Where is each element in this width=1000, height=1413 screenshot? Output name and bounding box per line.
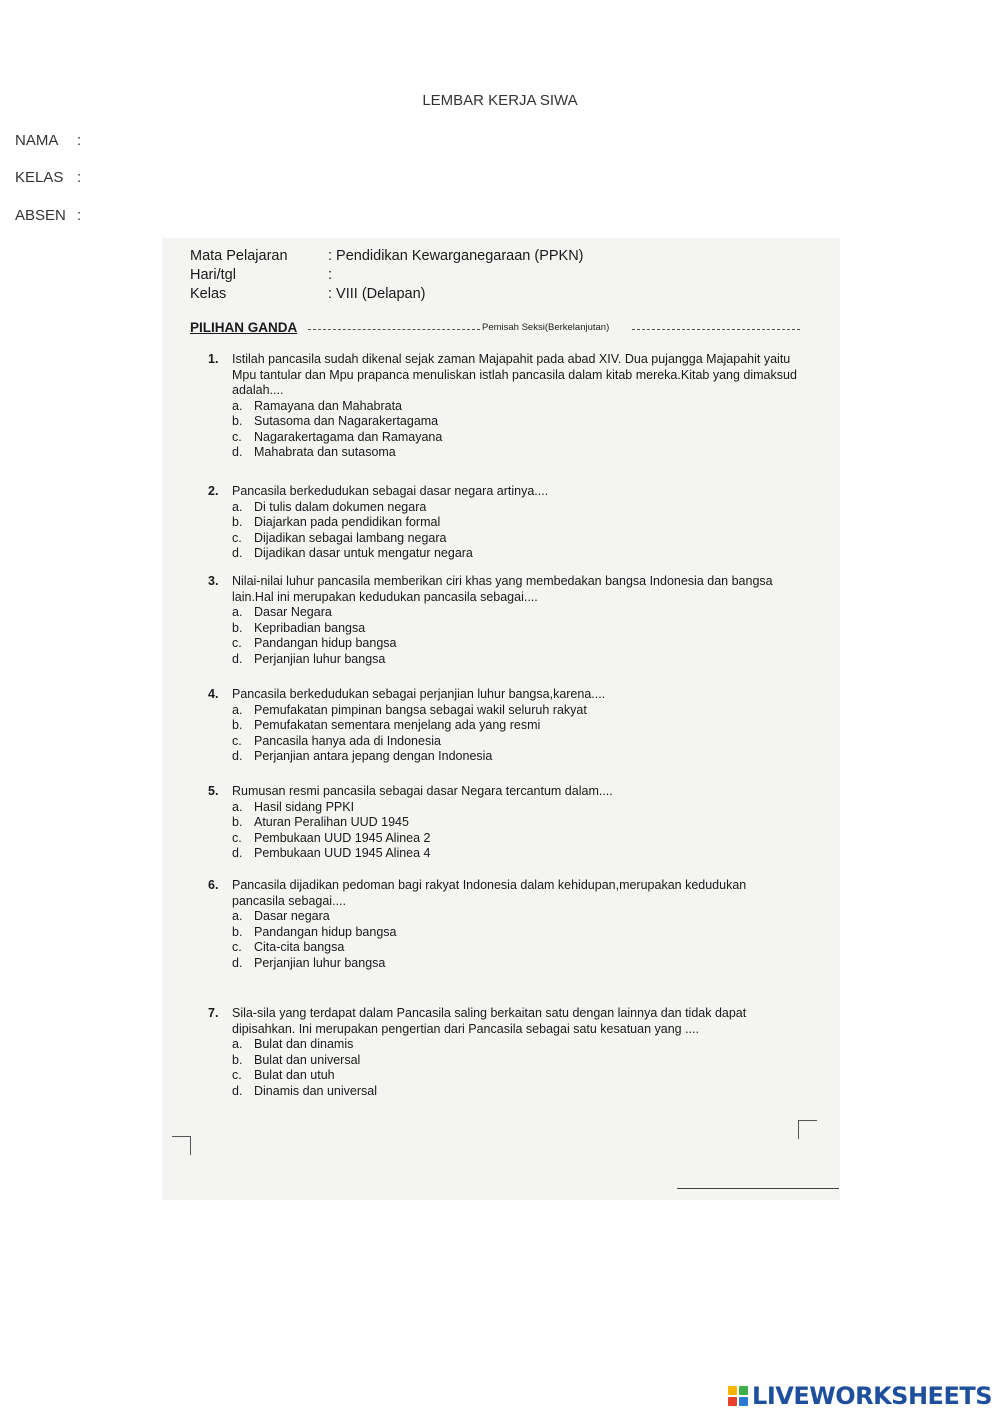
option-letter: a. (232, 499, 243, 514)
question-text: Pancasila dijadikan pedoman bagi rakyat Indonesia dalam kehidupan,merupakan kedudukan pancasila sebagai.... (232, 878, 747, 908)
answer-option[interactable] (232, 1084, 798, 1100)
question-item (208, 574, 798, 667)
class-field (15, 168, 391, 187)
answer-option[interactable] (232, 1037, 798, 1053)
answer-option[interactable] (232, 605, 798, 621)
answer-option[interactable] (232, 500, 798, 516)
answer-option[interactable] (232, 546, 798, 562)
question-item (208, 878, 798, 971)
option-text: Mahabrata dan sutasoma (254, 445, 396, 459)
option-text: Dasar negara (254, 909, 330, 923)
option-letter: d. (232, 846, 243, 860)
page-title: LEMBAR KERJA SIWA (422, 92, 578, 109)
option-text: Dijadikan sebagai lambang negara (254, 530, 447, 545)
question-text: Nilai-nilai luhur pancasila memberikan ciri khas yang membedakan bangsa Indonesia dan bangsa lain.Hal ini merupakan kedudukan pancasila sebagai.... (232, 574, 773, 604)
option-text: Sutasoma dan Nagarakertagama (254, 414, 439, 428)
option-letter: c. (232, 940, 242, 954)
answer-option[interactable] (232, 652, 798, 668)
option-letter: d. (232, 749, 243, 763)
meta-value: : (328, 267, 333, 283)
logo-square (728, 1386, 737, 1395)
section-header (190, 320, 802, 335)
logo-square (728, 1397, 737, 1406)
answer-option[interactable] (232, 956, 798, 972)
question-number: 7. (208, 1006, 219, 1020)
question-text: Rumusan resmi pancasila sebagai dasar Negara tercantum dalam.... (232, 784, 613, 798)
option-text: Hasil sidang PPKI (254, 799, 355, 814)
answer-option[interactable] (232, 621, 798, 637)
meta-key: Kelas (190, 286, 227, 302)
option-text: Di tulis dalam dokumen negara (254, 499, 427, 514)
option-text: Aturan Peralihan UUD 1945 (254, 815, 409, 829)
option-letter: b. (232, 414, 243, 428)
logo-text: LIVEWORKSHEETS (752, 1382, 992, 1410)
option-text: Pandangan hidup bangsa (254, 924, 397, 939)
option-letter: c. (232, 733, 242, 748)
option-letter: a. (232, 605, 243, 619)
option-letter: b. (232, 1052, 243, 1067)
option-letter: a. (232, 1037, 243, 1051)
absen-label: ABSEN (15, 207, 66, 224)
answer-option[interactable] (232, 734, 798, 750)
option-letter: c. (232, 530, 242, 545)
option-letter: b. (232, 924, 243, 939)
answer-option[interactable] (232, 515, 798, 531)
answer-option[interactable] (232, 1068, 798, 1084)
question-item (208, 352, 798, 461)
logo-icon (728, 1386, 748, 1406)
name-input[interactable] (87, 131, 391, 150)
option-letter: d. (232, 445, 243, 459)
scanned-worksheet (162, 238, 840, 1200)
question-item (208, 484, 798, 562)
answer-option[interactable] (232, 909, 798, 925)
logo-square (739, 1386, 748, 1395)
question-number: 6. (208, 878, 219, 892)
section-separator: Pemisah Seksi(Berkelanjutan) (482, 322, 610, 333)
question-item (208, 687, 798, 765)
option-text: Pembukaan UUD 1945 Alinea 4 (254, 846, 431, 860)
question-text: Pancasila berkedudukan sebagai perjanjian luhur bangsa,karena.... (232, 687, 606, 701)
option-text: Pemufakatan pimpinan bangsa sebagai wakil seluruh rakyat (254, 702, 587, 717)
option-text: Dasar Negara (254, 605, 332, 619)
option-text: Pancasila hanya ada di Indonesia (254, 733, 441, 748)
answer-option[interactable] (232, 815, 798, 831)
name-colon: : (77, 132, 82, 149)
answer-option[interactable] (232, 430, 798, 446)
option-text: Perjanjian antara jepang dengan Indonesia (254, 749, 493, 763)
absen-colon: : (77, 207, 82, 224)
answer-option[interactable] (232, 414, 798, 430)
option-text: Pandangan hidup bangsa (254, 636, 397, 650)
name-field (15, 131, 391, 150)
scan-corner-mark (172, 1136, 191, 1155)
section-title: PILIHAN GANDA (190, 320, 298, 335)
option-text: Pemufakatan sementara menjelang ada yang resmi (254, 718, 541, 732)
option-letter: c. (232, 636, 242, 650)
class-label: KELAS (15, 169, 64, 186)
name-label: NAMA (15, 132, 59, 149)
answer-option[interactable] (232, 1053, 798, 1069)
meta-key: Hari/tgl (190, 267, 236, 283)
question-number: 3. (208, 574, 219, 588)
liveworksheets-logo (728, 1381, 992, 1411)
option-letter: a. (232, 398, 243, 413)
answer-option[interactable] (232, 531, 798, 547)
question-number: 4. (208, 687, 219, 701)
meta-key: Mata Pelajaran (190, 248, 288, 264)
option-letter: b. (232, 815, 243, 829)
option-text: Dinamis dan universal (254, 1083, 377, 1098)
option-text: Ramayana dan Mahabrata (254, 398, 403, 413)
option-letter: c. (232, 830, 242, 845)
option-text: Bulat dan universal (254, 1052, 361, 1067)
option-text: Perjanjian luhur bangsa (254, 651, 386, 666)
dashed-divider (308, 329, 480, 330)
answer-option[interactable] (232, 718, 798, 734)
absen-input[interactable] (87, 206, 391, 225)
question-number: 5. (208, 784, 219, 798)
answer-option[interactable] (232, 831, 798, 847)
option-letter: a. (232, 702, 243, 717)
option-text: Bulat dan dinamis (254, 1037, 354, 1051)
option-letter: a. (232, 909, 243, 923)
option-text: Dijadikan dasar untuk mengatur negara (254, 546, 473, 560)
question-number: 1. (208, 352, 219, 366)
question-item (208, 1006, 798, 1099)
option-text: Kepribadian bangsa (254, 620, 366, 635)
option-letter: c. (232, 429, 242, 444)
class-colon: : (77, 169, 82, 186)
option-text: Nagarakertagama dan Ramayana (254, 429, 443, 444)
option-text: Perjanjian luhur bangsa (254, 955, 386, 970)
meta-value: : Pendidikan Kewarganegaraan (PPKN) (328, 248, 584, 264)
option-letter: d. (232, 1083, 243, 1098)
class-input[interactable] (87, 168, 391, 187)
dashed-divider (632, 329, 800, 330)
option-text: Pembukaan UUD 1945 Alinea 2 (254, 830, 431, 845)
question-text: Pancasila berkedudukan sebagai dasar negara artinya.... (232, 484, 549, 498)
option-text: Bulat dan utuh (254, 1068, 335, 1082)
question-number: 2. (208, 484, 219, 498)
meta-subject (190, 248, 584, 264)
answer-option[interactable] (232, 445, 798, 461)
question-text: Sila-sila yang terdapat dalam Pancasila saling berkaitan satu dengan lainnya dan tidak dapat dipisahkan. Ini merupakan pengertian dari Pancasila sebagai satu kesatuan yang .... (232, 1006, 747, 1036)
option-letter: a. (232, 799, 243, 814)
logo-square (739, 1397, 748, 1406)
answer-option[interactable] (232, 846, 798, 862)
answer-option[interactable] (232, 925, 798, 941)
option-letter: b. (232, 515, 243, 529)
option-text: Cita-cita bangsa (254, 940, 345, 954)
meta-class (190, 286, 426, 302)
option-letter: d. (232, 651, 243, 666)
question-text: Istilah pancasila sudah dikenal sejak zaman Majapahit pada abad XIV. Dua pujangga Majapahit yaitu Mpu tantular dan Mpu prapanca menuliskan istlah pancasila dalam kitab mereka.Kitab yang dimaksud adalah.... (232, 352, 797, 397)
scan-corner-mark (798, 1120, 817, 1139)
option-letter: d. (232, 955, 243, 970)
answer-option[interactable] (232, 703, 798, 719)
option-letter: b. (232, 718, 243, 732)
option-text: Diajarkan pada pendidikan formal (254, 515, 441, 529)
answer-option[interactable] (232, 749, 798, 765)
option-letter: d. (232, 546, 243, 560)
meta-value: : VIII (Delapan) (328, 286, 426, 302)
answer-option[interactable] (232, 636, 798, 652)
answer-option[interactable] (232, 399, 798, 415)
scan-bottom-line (677, 1188, 839, 1189)
question-item (208, 784, 798, 862)
answer-option[interactable] (232, 800, 798, 816)
absen-field (15, 206, 391, 225)
answer-option[interactable] (232, 940, 798, 956)
option-letter: c. (232, 1068, 242, 1082)
option-letter: b. (232, 620, 243, 635)
meta-date (190, 267, 332, 283)
